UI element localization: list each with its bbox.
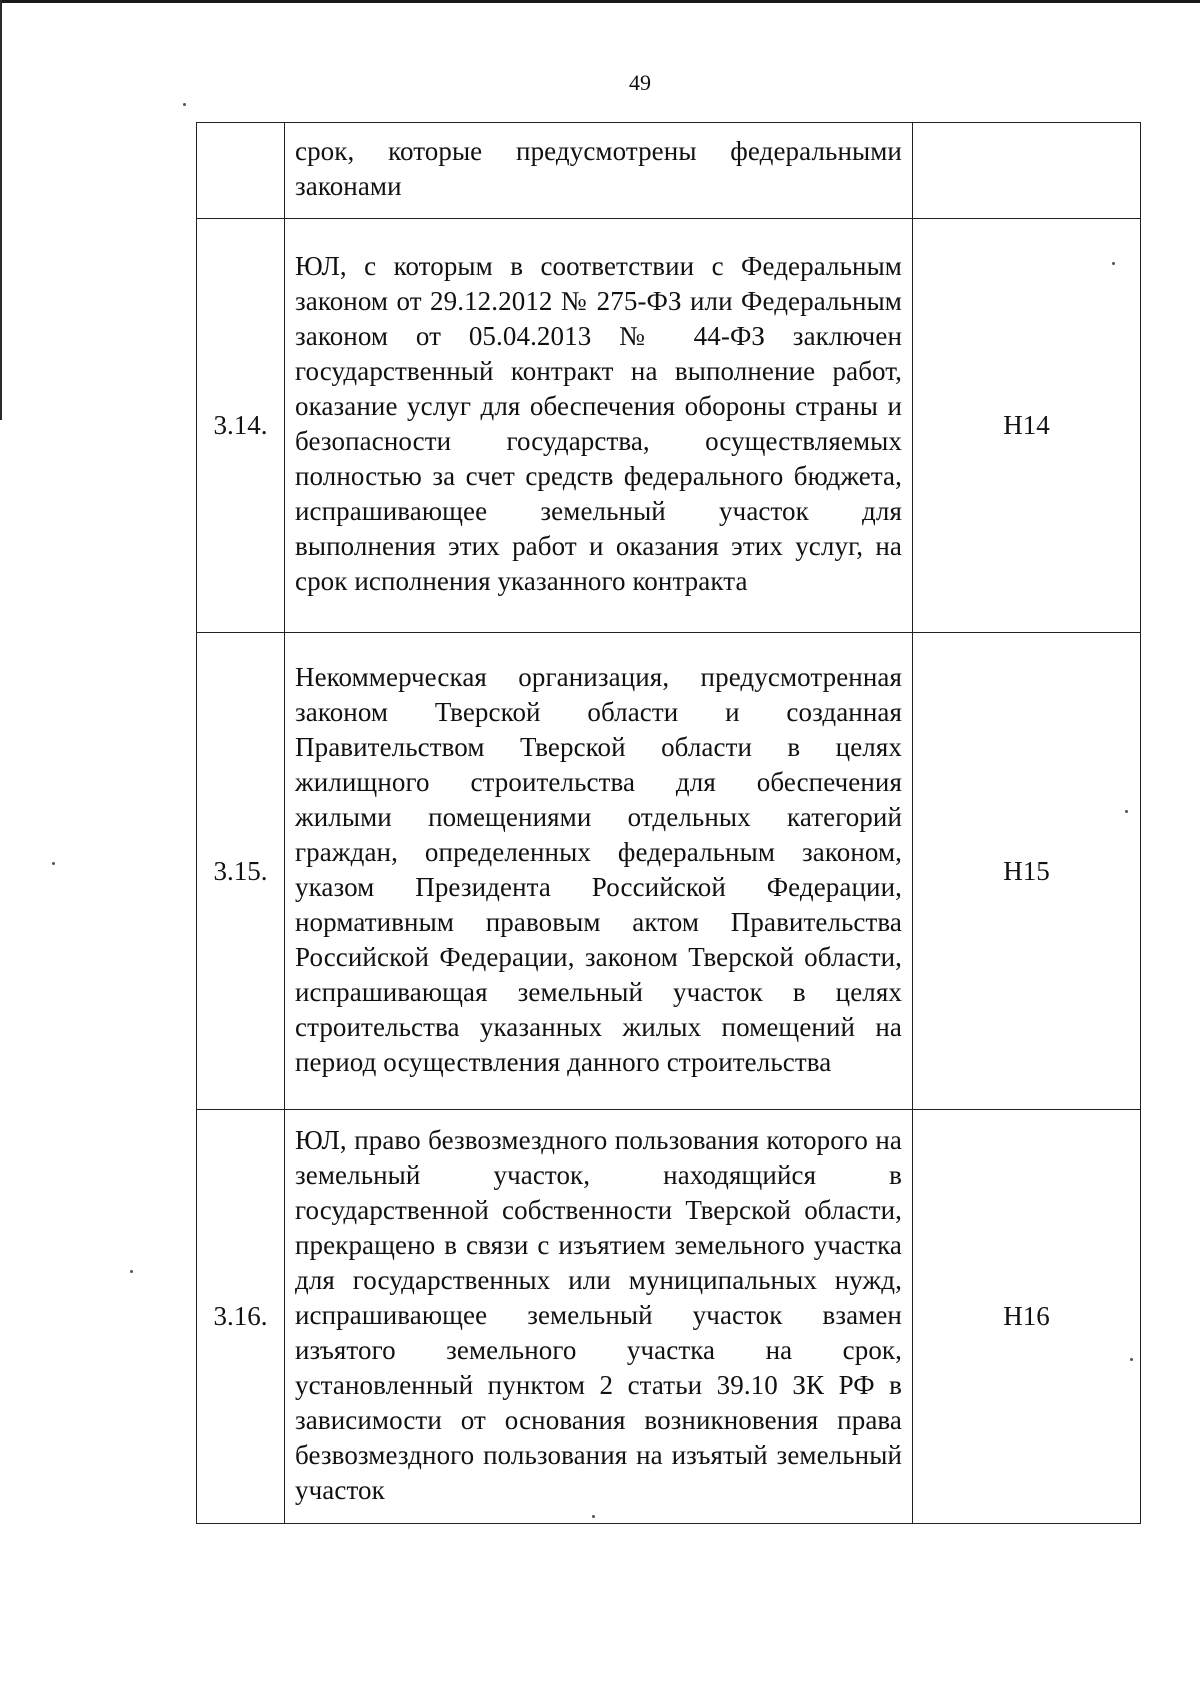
item-description: Некоммерческая организация, предусмотренная законом Тверской области и созданная Правительством Тверской области в целях жилищного строительства для обеспечения жилыми помещениями отдельных категорий граждан, определенных федеральным законом, указом Президента Российской Федерации, нормативным правовым актом Правительства Российской Федерации, законом Тверской области, испрашивающая земельный участок в целях строительства указанных жилых помещений на период осуществления данного строительства xyxy=(285,633,913,1110)
scan-border-top xyxy=(0,0,1200,3)
item-description: ЮЛ, с которым в соответствии с Федеральным законом от 29.12.2012 № 275-ФЗ или Федеральным законом от 05.04.2013 № 44-ФЗ заключен государственный контракт на выполнение работ, оказание услуг для обеспечения обороны страны и безопасности государства, осуществляемых полностью за счет средств федерального бюджета, испрашивающее земельный участок для выполнения этих работ и оказания этих услуг, на срок исполнения указанного контракта xyxy=(285,219,913,633)
scan-speckle xyxy=(592,1515,595,1518)
scan-speckle xyxy=(1130,1358,1133,1361)
continuation-table xyxy=(196,122,1141,1524)
table-row xyxy=(197,633,1141,1110)
item-number xyxy=(197,123,285,219)
item-code xyxy=(913,123,1141,219)
item-description: ЮЛ, право безвозмездного пользования которого на земельный участок, находящийся в государственной собственности Тверской области, прекращено в связи с изъятием земельного участка для государственных или муниципальных нужд, испрашивающее земельный участок взамен изъятого земельного участка на срок, установленный пунктом 2 статьи 39.10 ЗК РФ в зависимости от основания возникновения права безвозмездного пользования на изъятый земельный участок xyxy=(285,1110,913,1524)
item-number: 3.15. xyxy=(197,633,285,1110)
item-code: Н15 xyxy=(913,633,1141,1110)
item-code: Н16 xyxy=(913,1110,1141,1524)
table-row xyxy=(197,1110,1141,1524)
item-number: 3.16. xyxy=(197,1110,285,1524)
item-code: Н14 xyxy=(913,219,1141,633)
table-row xyxy=(197,123,1141,219)
scan-speckle xyxy=(130,1270,133,1273)
page-number: 49 xyxy=(629,70,651,95)
item-description: срок, которые предусмотрены федеральными законами xyxy=(285,123,913,219)
scan-border-left xyxy=(0,0,2,420)
scan-speckle xyxy=(1125,810,1128,813)
table-row xyxy=(197,219,1141,633)
scan-speckle xyxy=(52,862,55,865)
item-number: 3.14. xyxy=(197,219,285,633)
scan-speckle xyxy=(183,103,186,106)
scan-speckle xyxy=(1112,262,1115,265)
